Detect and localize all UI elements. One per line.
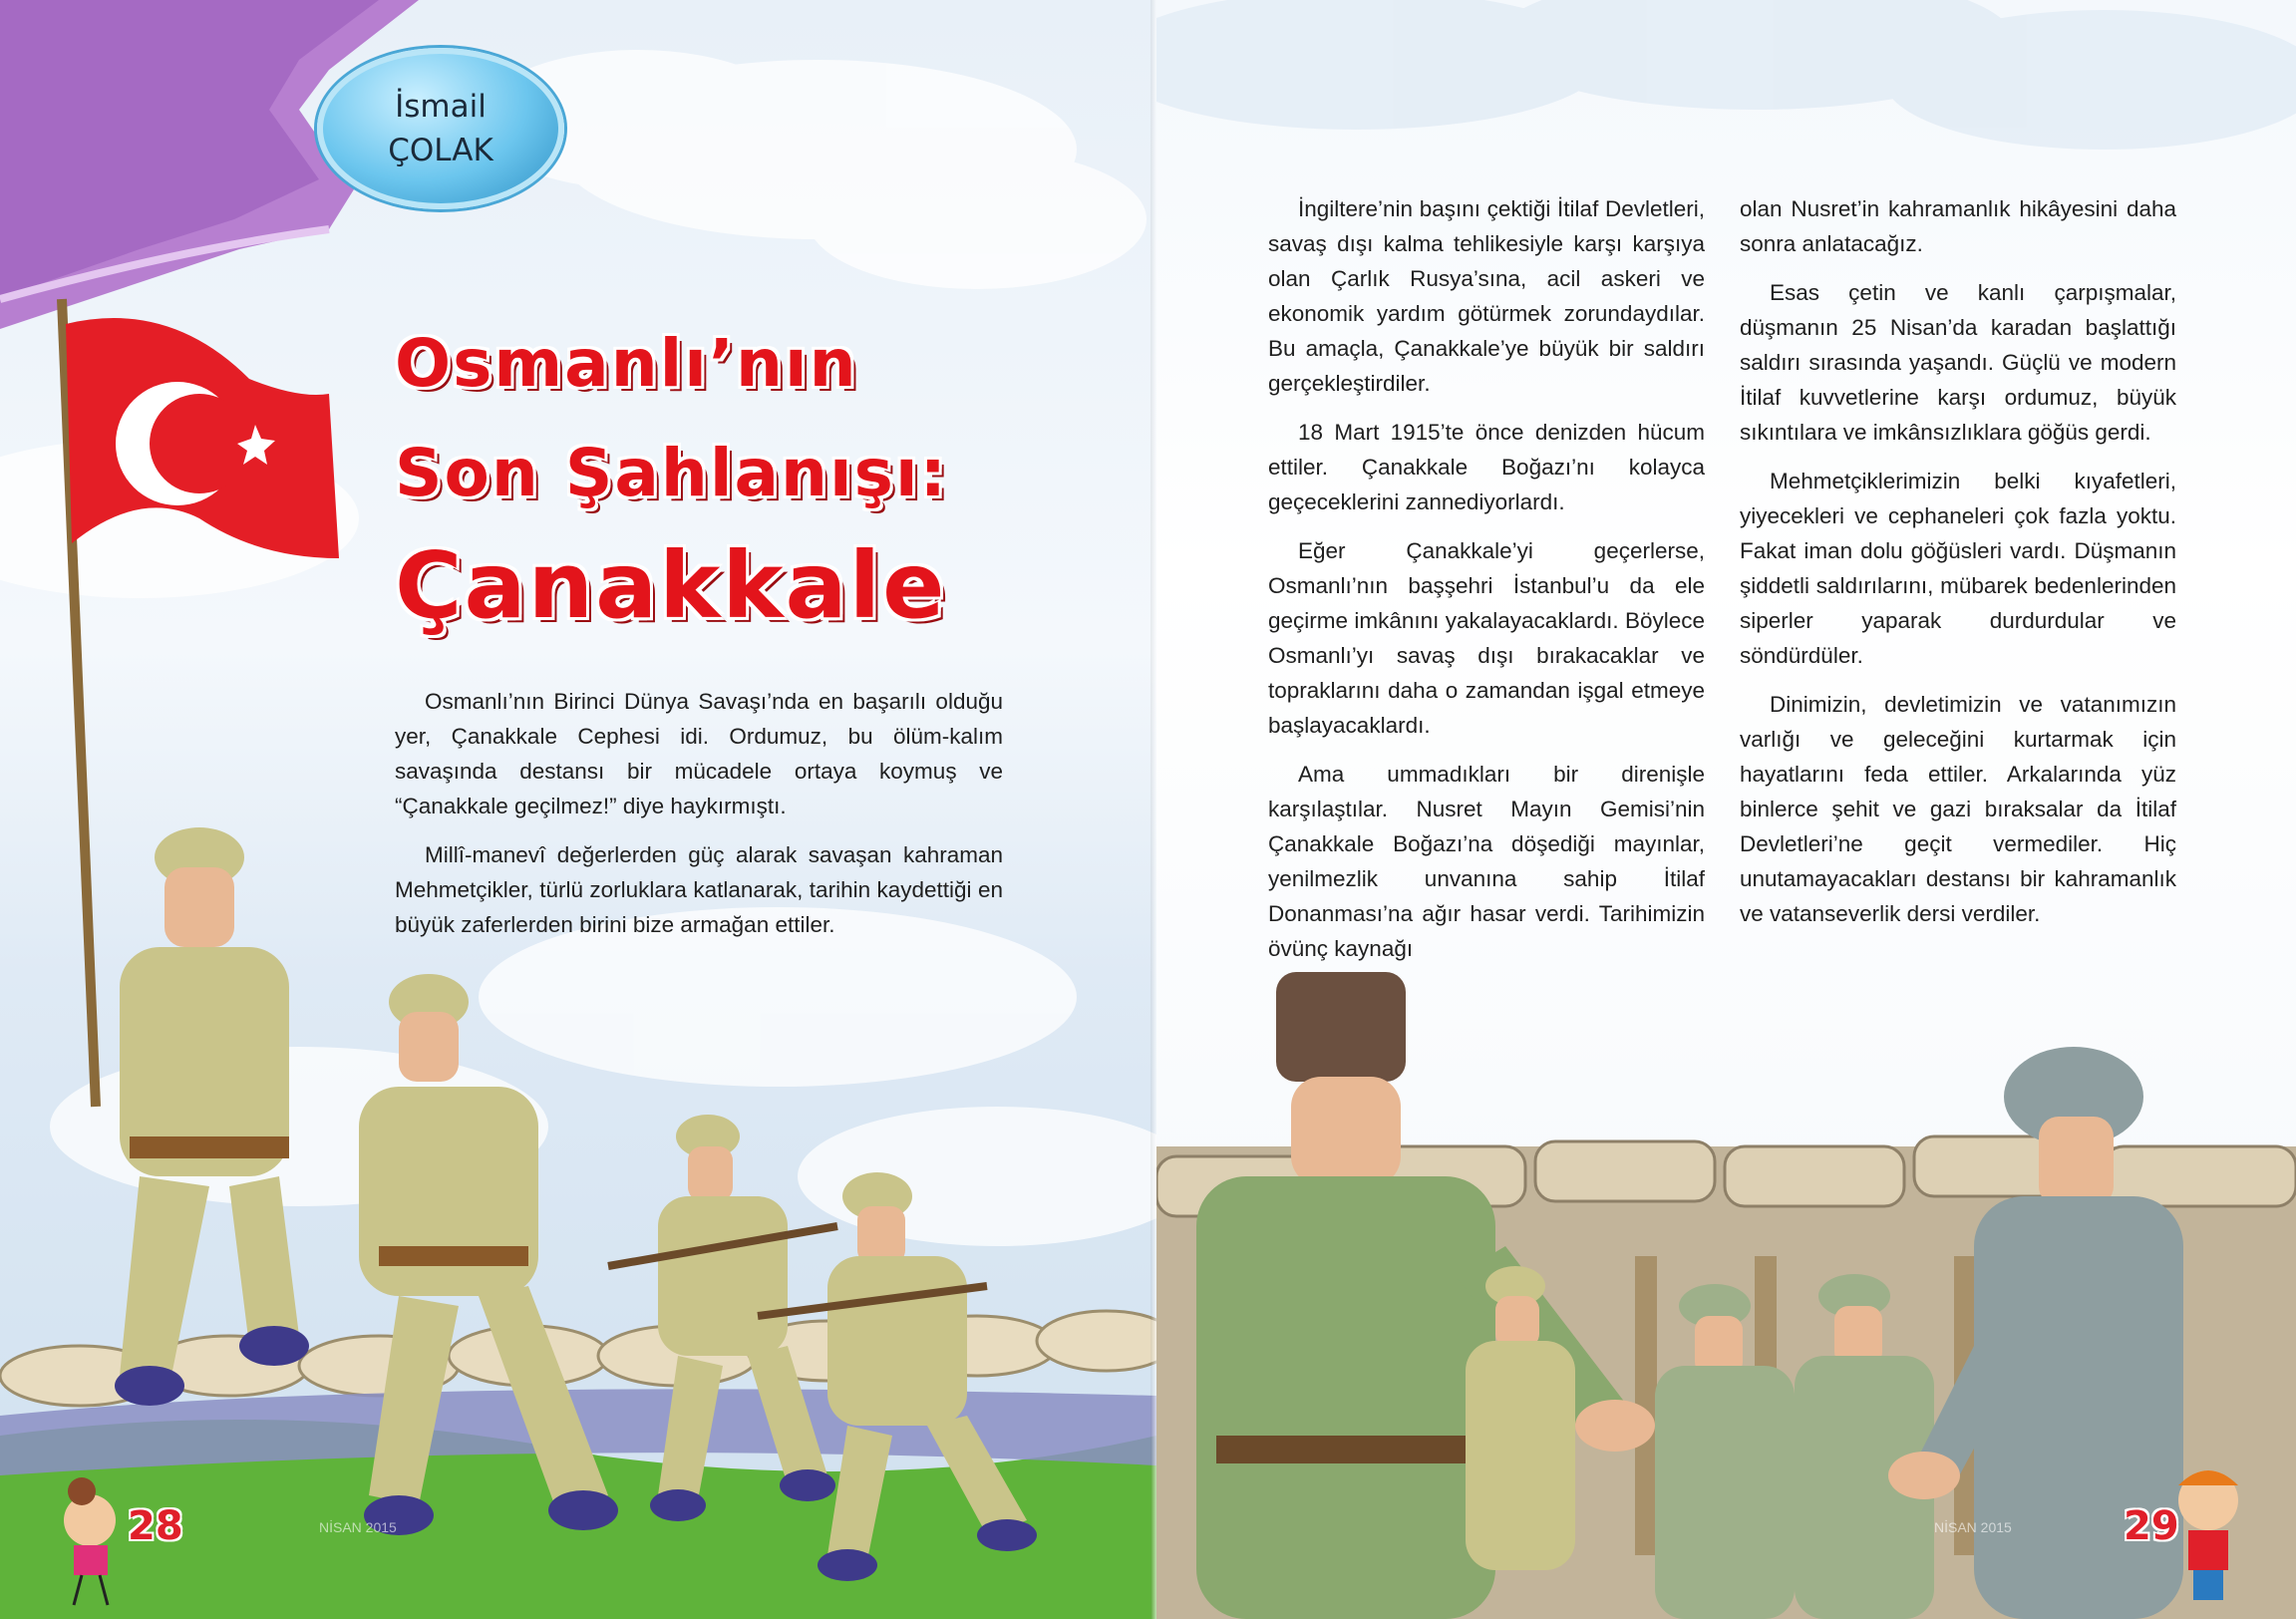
page-number-left: 28	[128, 1503, 183, 1549]
paragraph: olan Nusret’in kahramanlık hikâyesini daha sonra anlatacağız.	[1740, 196, 2176, 256]
clouds-right	[1156, 0, 2296, 150]
right-page	[1156, 0, 2296, 1619]
paragraph: Mehmetçiklerimizin belki kıyafetleri, yiyecekleri ve cephaneleri çok fazla yoktu. Fakat iman dolu göğüsleri vardı. Düşmanın şiddetli saldırılarını, mübarek bedenlerinden siperler yaparak durdurdular ve söndürdüler.	[1740, 469, 2176, 668]
soldier-flag-bearer	[115, 827, 309, 1406]
footer-right: NİSAN 2015	[1934, 1519, 2012, 1535]
paragraph: Ama ummadıkları bir direnişle karşılaştılar. Nusret Mayın Gemisi’nin Çanakkale Boğazı’na döşediği mayınlar, yenilmezlik unvanına sahip İtilaf Donanması’na ağır hasar verdi. Tarihimizin övünç kaynağı	[1268, 762, 1705, 961]
paragraph: 18 Mart 1915’te önce denizden hücum ettiler. Çanakkale Boğazı’nı kolayca geçeceklerini zannediyorlardı.	[1268, 420, 1705, 514]
right-text-column	[1740, 191, 2176, 945]
left-text-column	[395, 684, 1003, 956]
paragraph: Millî-manevî değerlerden güç alarak savaşan kahraman Mehmetçikler, türlü zorluklara katlanarak, tarihin kaydettiği en büyük zaferlerden birini bize armağan ettiler.	[395, 842, 1003, 937]
paragraph: Dinimizin, devletimizin ve vatanımızın varlığı ve geleceğini kurtarmak için hayatlarını feda ettiler. Arkalarında yüz binlerce şehit ve gazi bıraksalar da İtilaf Devletleri’ne geçit vermediler. Hiç unutamayacakları destansı bir kahramanlık ve vatanseverlik dersi verdiler.	[1740, 692, 2176, 926]
title-line-2: Son Şahlanışı:	[395, 435, 948, 511]
author-last-name: ÇOLAK	[388, 133, 493, 168]
author-badge	[317, 48, 564, 209]
paragraph: Eğer Çanakkale’yi geçerlerse, Osmanlı’nın başşehri İstanbul’u da ele geçirme imkânını yakalayacaklardı. Böylece Osmanlı’yı savaş dışı bırakacaklar ve topraklarını daha o zamandan işgal etmeye başlayacaklardı.	[1268, 538, 1705, 738]
middle-text-column	[1268, 191, 1705, 980]
page-number-right: 29	[2124, 1503, 2179, 1549]
title-line-3: Çanakkale	[395, 532, 947, 639]
footer-left: NİSAN 2015	[319, 1519, 397, 1535]
paragraph: İngiltere’nin başını çektiği İtilaf Devletleri, savaş dışı kalma tehlikesiyle karşı karşıya olan Çarlık Rusya’sına, acil askeri ve ekonomik yardım götürmek zorundaydılar. Bu amaçla, Çanakkale’ye büyük bir saldırı gerçekleştirdiler.	[1268, 196, 1705, 396]
author-first-name: İsmail	[395, 89, 487, 125]
paragraph: Esas çetin ve kanlı çarpışmalar, düşmanın 25 Nisan’da karadan başlattığı saldırı sırasında yaşandı. Güçlü ve modern İtilaf kuvvetlerine karşı ordumuz, büyük sıkıntılara ve imkânsızlıklara göğüs gerdi.	[1740, 280, 2176, 445]
paragraph: Osmanlı’nın Birinci Dünya Savaşı’nda en başarılı olduğu yer, Çanakkale Cephesi idi. Ordumuz, bu ölüm-kalım savaşında destansı bir mücadele ortaya koymuş ve “Çanakkale geçilmez!” diye haykırmıştı.	[395, 689, 1003, 818]
title-line-1: Osmanlı’nın	[395, 325, 858, 402]
